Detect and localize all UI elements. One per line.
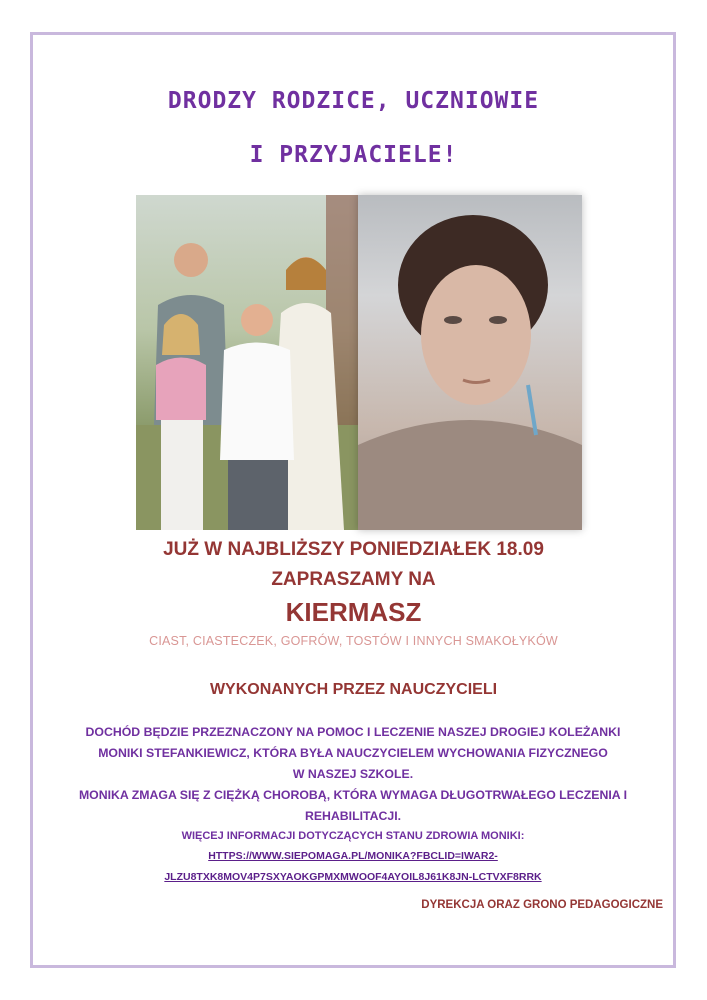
family-photo xyxy=(136,195,358,530)
body-line: DOCHÓD BĘDZIE PRZEZNACZONY NA POMOC I LECZENIE NASZEJ DROGIEJ KOLEŻANKI xyxy=(85,725,621,739)
made-by-line: WYKONANYCH PRZEZ NAUCZYCIELI xyxy=(209,681,498,698)
body-line: MONIKA ZMAGA SIĘ Z CIĘŻKĄ CHOROBĄ, KTÓRA WYMAGA DŁUGOTRWAŁEGO LECZENIA I xyxy=(78,788,628,802)
body-line: MONIKI STEFANKIEWICZ, KTÓRA BYŁA NAUCZYCIELEM WYCHOWANIA FIZYCZNEGO xyxy=(98,746,608,760)
event-date: JUŻ W NAJBLIŻSZY PONIEDZIAŁEK 18.09 xyxy=(163,539,544,560)
donation-link-part1[interactable]: HTTPS://WWW.SIEPOMAGA.PL/MONIKA?FBCLID=IWAR2- xyxy=(208,850,498,862)
signature: DYREKCJA ORAZ GRONO PEDAGOGICZNE xyxy=(421,899,663,911)
heading-line-1: DRODZY RODZICE, UCZNIOWIE xyxy=(167,88,540,114)
event-title: KIERMASZ xyxy=(285,597,422,627)
donation-link-part2[interactable]: JLZU8TXK8MOV4P7SXYAOKGPMXMWOOF4AYOIL8J61K8JN-LCTVXF8RRK xyxy=(164,871,542,883)
body-line: REHABILITACJI. xyxy=(304,809,402,823)
info-line: WIĘCEJ INFORMACJI DOTYCZĄCYCH STANU ZDROWIA MONIKI: xyxy=(181,830,525,842)
hospital-photo xyxy=(358,195,582,530)
invite-line: ZAPRASZAMY NA xyxy=(271,569,436,590)
description xyxy=(30,722,676,888)
body-line: W NASZEJ SZKOLE. xyxy=(292,767,414,781)
items-list: CIAST, CIASTECZEK, GOFRÓW, TOSTÓW I INNYCH SMAKOŁYKÓW xyxy=(149,634,558,648)
heading-line-2: I PRZYJACIELE! xyxy=(249,142,458,168)
